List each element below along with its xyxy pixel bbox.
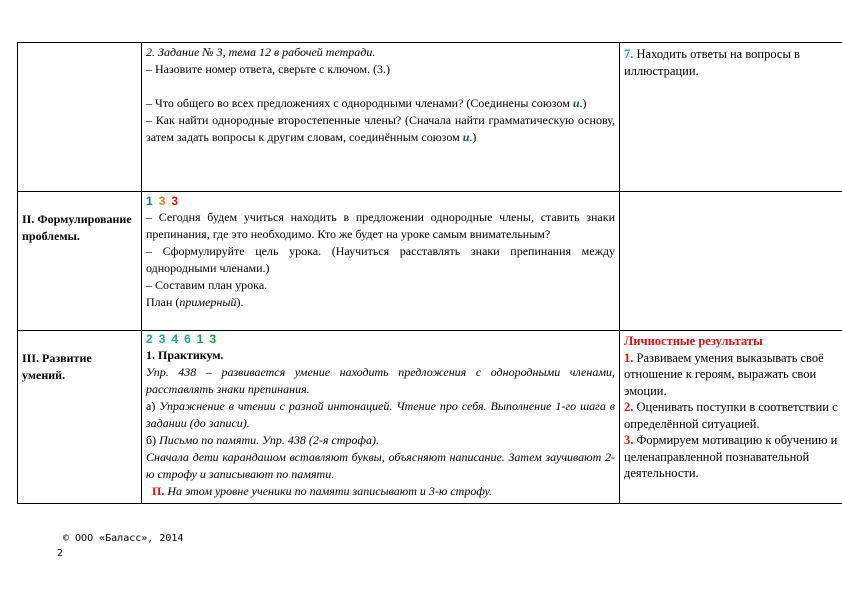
goal-text: – Сформулируйте цель урока. (Научиться расставлять знаки препинания между однородными членами.) bbox=[146, 244, 615, 275]
result-item: 7. Находить ответы на вопросы в иллюстрации. bbox=[624, 47, 800, 78]
task-line: 2. Задание № 3, тема 12 в рабочей тетради. bbox=[146, 45, 376, 59]
stage-cell bbox=[17, 192, 142, 330]
advanced-level: П. На этом уровне ученики по памяти записывают и 3-ю строфу. bbox=[152, 484, 493, 498]
reading-exercise: а) Упражнение в чтении с разной интонацией. Чтение про себя. Выполнение 1-го шага в задании (до записи). bbox=[146, 399, 616, 430]
table-row bbox=[17, 42, 842, 192]
stage-title: III. Развитие умений. bbox=[22, 351, 92, 382]
plan-text: – Составим план урока. bbox=[146, 278, 268, 292]
union-word: и bbox=[462, 130, 470, 144]
results-heading: Личностные результаты bbox=[624, 334, 763, 348]
skill-numbers: 1 3 3 bbox=[146, 194, 179, 208]
pencil-step: Сначала дети карандашом вставляют буквы, объясняют написание. Затем заучивают 2-ю строфу и записывают по памяти. bbox=[146, 450, 615, 481]
find-question: – Как найти однородные второстепенные члены? (Сначала найти грамматическую основу, затем задать вопросы к другим словам, соединённым союзом и.) bbox=[146, 113, 615, 144]
stage-title: II. Формулирование проблемы. bbox=[22, 212, 132, 243]
problem-text: – Сегодня будем учиться находить в предложении однородные члены, ставить знаки препинания, где это необходимо. Кто же будет на уроке самым внимательным? bbox=[146, 210, 615, 241]
result-item: 2. Оценивать поступки в соответствии с определённой ситуацией. bbox=[624, 400, 838, 431]
activity-cell bbox=[142, 43, 620, 191]
table-row bbox=[17, 331, 842, 504]
stage-cell bbox=[17, 43, 142, 191]
stage-cell bbox=[17, 331, 142, 503]
activity-cell bbox=[142, 331, 620, 503]
memory-writing: б) Письмо по памяти. Упр. 438 (2-я строфа). bbox=[146, 433, 379, 447]
union-word: и bbox=[572, 96, 580, 110]
results-cell bbox=[620, 331, 842, 503]
exercise-text: Упр. 438 – развивается умение находить предложения с однородными членами, расставлять знаки препинания. bbox=[146, 365, 615, 396]
lesson-table bbox=[17, 42, 842, 504]
skill-numbers: 2 3 4 6 1 3 bbox=[146, 332, 217, 346]
page-number: 2 bbox=[57, 548, 64, 559]
common-question: – Что общего во всех предложениях с однородными членами? (Соединены союзом и.) bbox=[146, 96, 587, 110]
practicum-heading: 1. Практикум. bbox=[146, 348, 224, 362]
plan-example: План (примерный). bbox=[146, 295, 244, 309]
level-tag: П. bbox=[152, 484, 165, 498]
task-question: – Назовите номер ответа, сверьте с ключом. (3.) bbox=[146, 62, 391, 76]
table-row bbox=[17, 192, 842, 331]
result-item: 3. Формируем мотивацию к обучению и целенаправленной познавательной деятельности. bbox=[624, 433, 838, 480]
results-cell bbox=[620, 192, 842, 330]
copyright: © ООО «Баласс», 2014 bbox=[63, 533, 184, 544]
activity-cell bbox=[142, 192, 620, 330]
results-cell bbox=[620, 43, 842, 191]
result-item: 1. Развиваем умения выказывать своё отношение к героям, выражать свои эмоции. bbox=[624, 350, 824, 398]
